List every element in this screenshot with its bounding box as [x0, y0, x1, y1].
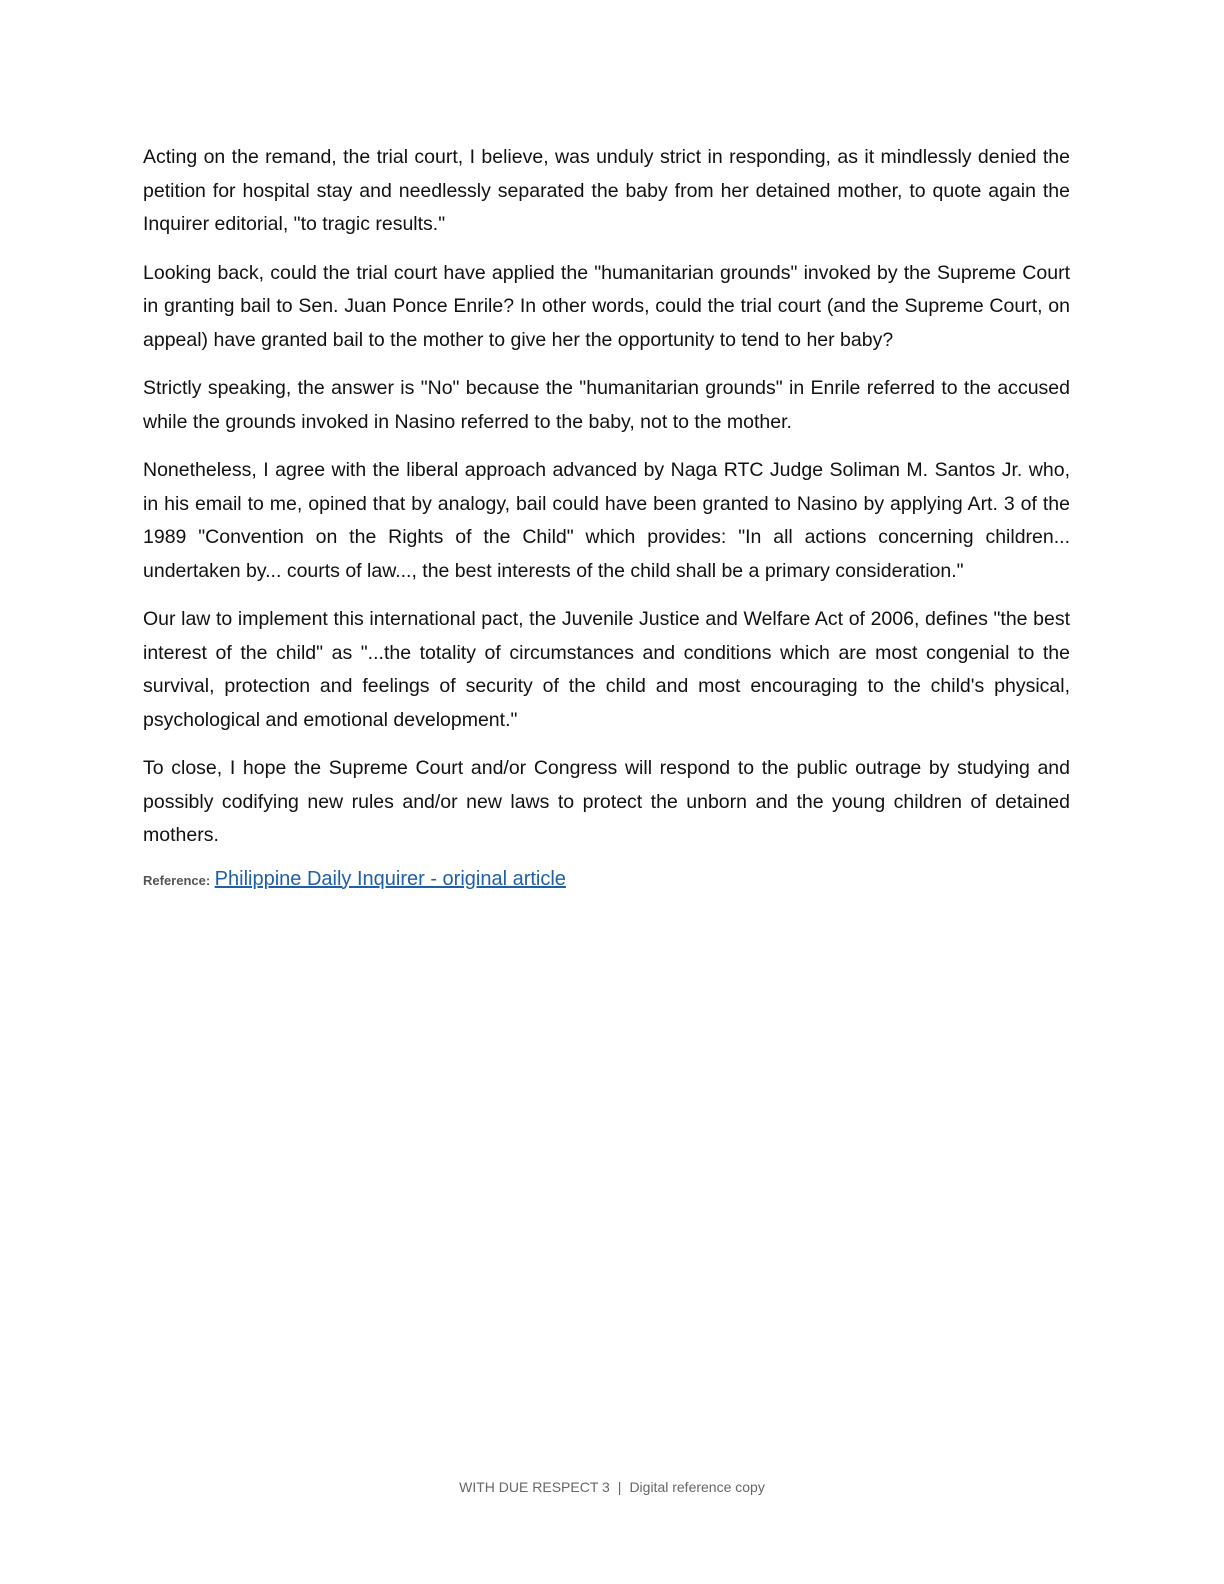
paragraph-remand: Acting on the remand, the trial court, I believe, was unduly strict in responding, as it mindlessly denied the petition for hospital stay and needlessly separated the baby from her detained mother, to quote again the Inquirer editorial, "to tragic results." — [143, 146, 1070, 235]
footer-note: Digital reference copy — [629, 1479, 765, 1495]
reference-label: Reference: — [143, 872, 211, 888]
footer-separator: | — [617, 1479, 622, 1495]
paragraph-closing: To close, I hope the Supreme Court and/or Congress will respond to the public outrage by studying and possibly codifying new rules and/or new laws to protect the unborn and the young children of detained mothers. — [143, 757, 1070, 846]
paragraph-juvenile-justice-act: Our law to implement this international pact, the Juvenile Justice and Welfare Act of 2006, defines "the best interest of the child" as "...the totality of circumstances and conditions which are most congenial to the survival, protection and feelings of security of the child and most encouraging to the child's physical, psychological and emotional development." — [143, 608, 1070, 731]
article-body — [143, 141, 1070, 891]
paragraph-liberal-approach: Nonetheless, I agree with the liberal approach advanced by Naga RTC Judge Soliman M. Santos Jr. who, in his email to me, opined that by analogy, bail could have been granted to Nasino by applying Art. 3 of the 1989 "Convention on the Rights of the Child" which provides: "In all actions concerning children... undertaken by... courts of law..., the best interests of the child shall be a primary consideration." — [143, 459, 1070, 582]
page-footer — [0, 1479, 1224, 1495]
paragraph-strictly-speaking: Strictly speaking, the answer is "No" because the "humanitarian grounds" in Enrile referred to the accused while the grounds invoked in Nasino referred to the baby, not to the mother. — [143, 377, 1070, 433]
reference-line — [143, 868, 1070, 891]
paragraph-humanitarian-grounds: Looking back, could the trial court have applied the "humanitarian grounds" invoked by the Supreme Court in granting bail to Sen. Juan Ponce Enrile? In other words, could the trial court (and the Supreme Court, on appeal) have granted bail to the mother to give her the opportunity to tend to her baby? — [143, 261, 1070, 351]
reference-link[interactable]: Philippine Daily Inquirer - original article — [214, 867, 566, 890]
footer-title: WITH DUE RESPECT 3 — [459, 1479, 610, 1495]
